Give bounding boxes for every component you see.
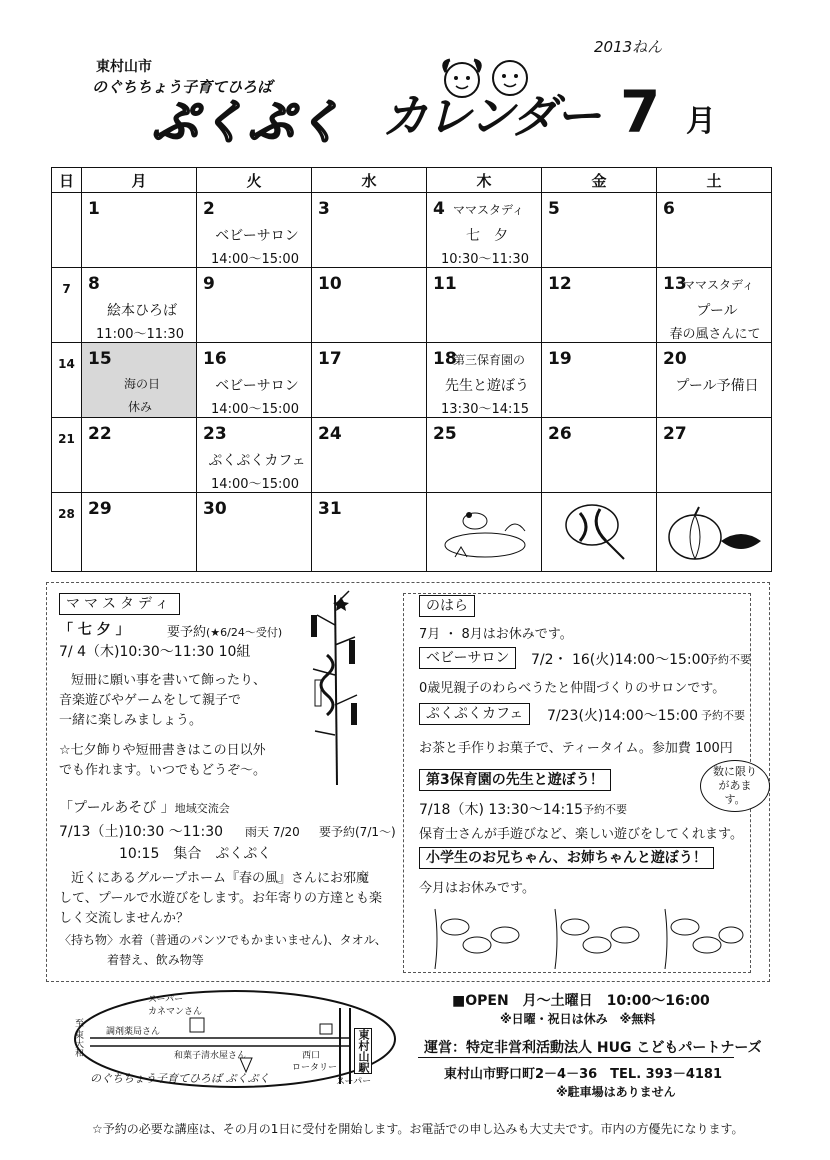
weekday-cell: 日: [52, 168, 82, 193]
sunday-date: 21: [58, 432, 75, 446]
cafe-text: お茶と手作りお菓子で、ティータイム。参加費 100円: [419, 741, 733, 756]
day-number: 20: [663, 349, 687, 369]
address: 東村山市野口町2－4－36 TEL. 393－4181: [444, 1067, 722, 1082]
day-number: 26: [548, 424, 572, 444]
open-note: ※日曜・祝日は休み ※無料: [500, 1012, 656, 1026]
tanabata-desc: 短冊に願い事を書いて飾ったり、: [71, 673, 267, 688]
map-rotary2: ロータリー: [292, 1063, 338, 1073]
day-event: ぷくぷくカフェ: [208, 453, 306, 469]
sunday-cell: [52, 268, 82, 343]
day-cell: [312, 418, 427, 493]
baby-salon-label: ベビーサロン: [419, 647, 516, 669]
day-cell: [82, 418, 197, 493]
sunday-cell: [52, 493, 82, 572]
day-cell: [657, 193, 772, 268]
day-cell: [657, 493, 772, 572]
calendar-week-row: [52, 343, 772, 418]
tanabata-time: 7/ 4（木)10:30～11:30 10組: [59, 644, 251, 660]
day-number: 24: [318, 424, 342, 444]
day-cell: [312, 193, 427, 268]
day-event: ママスタディ: [683, 278, 755, 292]
speech-bubble: [700, 760, 770, 812]
page-title: ぷくぷく: [152, 95, 344, 149]
day-number: 18: [433, 349, 457, 369]
cafe-label: ぷくぷくカフェ: [419, 703, 530, 725]
place-label: のぐちちょう子育てひろば: [92, 78, 273, 96]
calendar-table: [51, 167, 772, 572]
weekday-cell: 木: [427, 168, 542, 193]
day-cell: [82, 268, 197, 343]
day-cell: [312, 493, 427, 572]
day-event: ベビーサロン: [215, 378, 299, 394]
sunday-date: 14: [58, 357, 75, 371]
elem-text: 今月はお休みです。: [419, 881, 535, 896]
day-cell: [542, 493, 657, 572]
tanabata-title: 「 七 夕 」: [59, 622, 130, 638]
day-number: 23: [203, 424, 227, 444]
day-event: 先生と遊ぼう: [445, 378, 529, 394]
baby-salon-time: 7/2・ 16(火)14:00～15:00: [531, 652, 710, 668]
bubble-line: があま: [718, 779, 752, 792]
day-number: 3: [318, 199, 330, 219]
tanabata-desc: 一緒に楽しみましょう。: [59, 713, 203, 728]
day-cell: [542, 268, 657, 343]
pool-meet: 10:15 集合 ぷくぷく: [119, 846, 272, 862]
day-event: 11:00～11:30: [96, 327, 184, 342]
day-event: 10:30～11:30: [441, 252, 529, 267]
footer-note: ☆予約の必要な講座は、その月の1日に受付を開始します。お電話での申し込みも大丈夫です。市内の方優先になります。: [92, 1122, 744, 1136]
map-super2: スーパー: [336, 1077, 372, 1087]
open-hours: ■OPEN 月～土曜日 10:00～16:00: [452, 993, 710, 1009]
map-sweets: 和菓子清水屋さん: [174, 1051, 247, 1061]
nohara-text: 7月 ・ 8月はお休みです。: [419, 627, 573, 642]
map-station: 東村山駅: [354, 1028, 372, 1074]
city-label: 東村山市: [96, 59, 152, 75]
nohara-label: のはら: [419, 595, 475, 617]
day-number: 11: [433, 274, 457, 294]
day-number: 9: [203, 274, 215, 294]
sunday-cell: [52, 418, 82, 493]
day-cell: [542, 343, 657, 418]
sunday-cell: [52, 343, 82, 418]
pool-items: 着替え、飲み物等: [107, 953, 204, 967]
day-cell: [312, 343, 427, 418]
pool-desc: しく交流しませんか？: [59, 911, 190, 926]
day-cell: [427, 193, 542, 268]
page-subtitle: カレンダー: [382, 89, 600, 143]
tanabata-reserve: 要予約(★6/24～受付): [167, 625, 283, 640]
weekday-cell: 金: [542, 168, 657, 193]
day-cell: [82, 343, 197, 418]
weekday-cell: 月: [82, 168, 197, 193]
cafe-time: 7/23(火)14:00～15:00: [547, 708, 699, 724]
sunday-date: 7: [62, 282, 71, 296]
map-road: 至 東大和: [73, 1018, 83, 1057]
elem-label: 小学生のお兄ちゃん、お姉ちゃんと遊ぼう！: [419, 847, 714, 869]
calendar-week-row: [52, 268, 772, 343]
day-event: ママスタディ: [453, 203, 525, 217]
baby-salon-text: 0歳児親子のわらべうたと仲間づくりのサロンです。: [419, 681, 726, 696]
pool-time: 7/13（土)10:30 ～11:30: [59, 824, 224, 840]
day-number: 8: [88, 274, 100, 294]
day-cell: [542, 193, 657, 268]
sunday-date: 28: [58, 507, 75, 521]
day-event: 14:00～15:00: [211, 252, 299, 267]
map-rotary: 西口: [302, 1051, 321, 1061]
map-super1b: カネマンさん: [148, 1007, 203, 1017]
day-event: 七 夕: [466, 228, 508, 244]
day-cell: [312, 268, 427, 343]
map-label: のぐちちょう子育てひろば ぷくぷく: [90, 1072, 270, 1085]
day-number: 15: [88, 349, 112, 369]
hoiku-noreserve: 予約不要: [583, 803, 627, 816]
mama-study-label: ママスタディ: [59, 593, 180, 615]
hoiku-text: 保育士さんが手遊びなど、楽しい遊びをしてくれます。: [419, 827, 743, 842]
day-cell: [82, 193, 197, 268]
day-cell: [542, 418, 657, 493]
sunday-cell: [52, 193, 82, 268]
weekday-cell: 火: [197, 168, 312, 193]
day-cell: [427, 418, 542, 493]
day-number: 17: [318, 349, 342, 369]
map-pharmacy: 調剤薬局さん: [106, 1027, 161, 1037]
day-event: ベビーサロン: [215, 228, 299, 244]
hoiku-label: 第3保育園の先生と遊ぼう！: [419, 769, 611, 791]
day-number: 22: [88, 424, 112, 444]
pool-desc: 近くにあるグループホーム『春の風』さんにお邪魔: [71, 871, 369, 886]
day-cell: [197, 343, 312, 418]
day-number: 29: [88, 499, 112, 519]
baby-salon-noreserve: 予約不要: [707, 653, 751, 666]
map-super1: スーパー: [148, 995, 184, 1005]
day-number: 10: [318, 274, 342, 294]
tanabata-desc: 音楽遊びやゲームをして親子で: [59, 693, 242, 708]
day-cell: [197, 268, 312, 343]
day-number: 1: [88, 199, 100, 219]
calendar-week-row: [52, 418, 772, 493]
pool-rain-date: 雨天 7/20: [245, 825, 300, 839]
day-number: 12: [548, 274, 572, 294]
day-cell: [657, 268, 772, 343]
fish-decoration-icon: [425, 905, 745, 969]
day-event: 休み: [127, 400, 152, 414]
weekday-cell: 土: [657, 168, 772, 193]
day-cell: [82, 493, 197, 572]
bubble-line: 数に限り: [713, 765, 757, 778]
day-cell: [197, 493, 312, 572]
day-event: 海の日: [123, 377, 160, 391]
day-cell: [657, 418, 772, 493]
day-cell: [427, 343, 542, 418]
day-number: 19: [548, 349, 572, 369]
day-cell: [657, 343, 772, 418]
info-panel: [46, 582, 770, 982]
weekday-cell: 水: [312, 168, 427, 193]
access-map: [70, 988, 400, 1090]
day-event: プール予備日: [675, 378, 759, 394]
day-number: 30: [203, 499, 227, 519]
kids-faces-icon: [432, 50, 542, 100]
day-number: 25: [433, 424, 457, 444]
day-event: 春の風さんにて: [669, 327, 761, 342]
month-number: 7: [620, 78, 661, 146]
tanabata-note: でも作れます。いつでもどうぞ～。: [59, 763, 266, 778]
tanabata-note: ☆七夕飾りや短冊書きはこの日以外: [59, 743, 266, 758]
day-number: 27: [663, 424, 687, 444]
divider: [418, 1057, 734, 1058]
day-event: 13:30～14:15: [441, 402, 529, 417]
day-number: 13: [663, 274, 687, 294]
day-event: 絵本ひろば: [107, 303, 177, 319]
pool-reserve: 要予約(7/1～): [319, 825, 396, 839]
pool-items: 〈持ち物〉水着（普通のパンツでもかまいません)、タオル、: [59, 933, 387, 947]
day-number: 31: [318, 499, 342, 519]
day-number: 2: [203, 199, 215, 219]
pool-desc: して、プールで水遊びをします。お年寄りの方達とも楽: [59, 891, 383, 906]
day-cell: [197, 193, 312, 268]
operator: 運営：特定非営利活動法人 HUG こどもパートナーズ: [424, 1040, 762, 1056]
day-number: 5: [548, 199, 560, 219]
day-event: 14:00～15:00: [211, 402, 299, 417]
pool-title: 「プールあそび 」地域交流会: [59, 800, 230, 816]
bubble-line: す。: [724, 793, 746, 806]
year-label: 2013ねん: [594, 38, 663, 56]
day-event: 第三保育園の: [453, 353, 526, 367]
cafe-noreserve: 予約不要: [701, 709, 745, 722]
day-event: プール: [696, 303, 738, 319]
weekday-header: [52, 168, 772, 193]
day-cell: [197, 418, 312, 493]
calendar-week-row: [52, 193, 772, 268]
parking-note: ※駐車場はありません: [556, 1085, 676, 1099]
day-cell: [427, 493, 542, 572]
day-cell: [427, 268, 542, 343]
day-event: 14:00～15:00: [211, 477, 299, 492]
calendar-week-row: [52, 493, 772, 572]
day-number: 4: [433, 199, 445, 219]
day-number: 6: [663, 199, 675, 219]
hoiku-time: 7/18（木) 13:30～14:15: [419, 802, 584, 818]
bamboo-tanabata-icon: [297, 585, 377, 785]
month-unit: 月: [686, 104, 716, 139]
day-number: 16: [203, 349, 227, 369]
